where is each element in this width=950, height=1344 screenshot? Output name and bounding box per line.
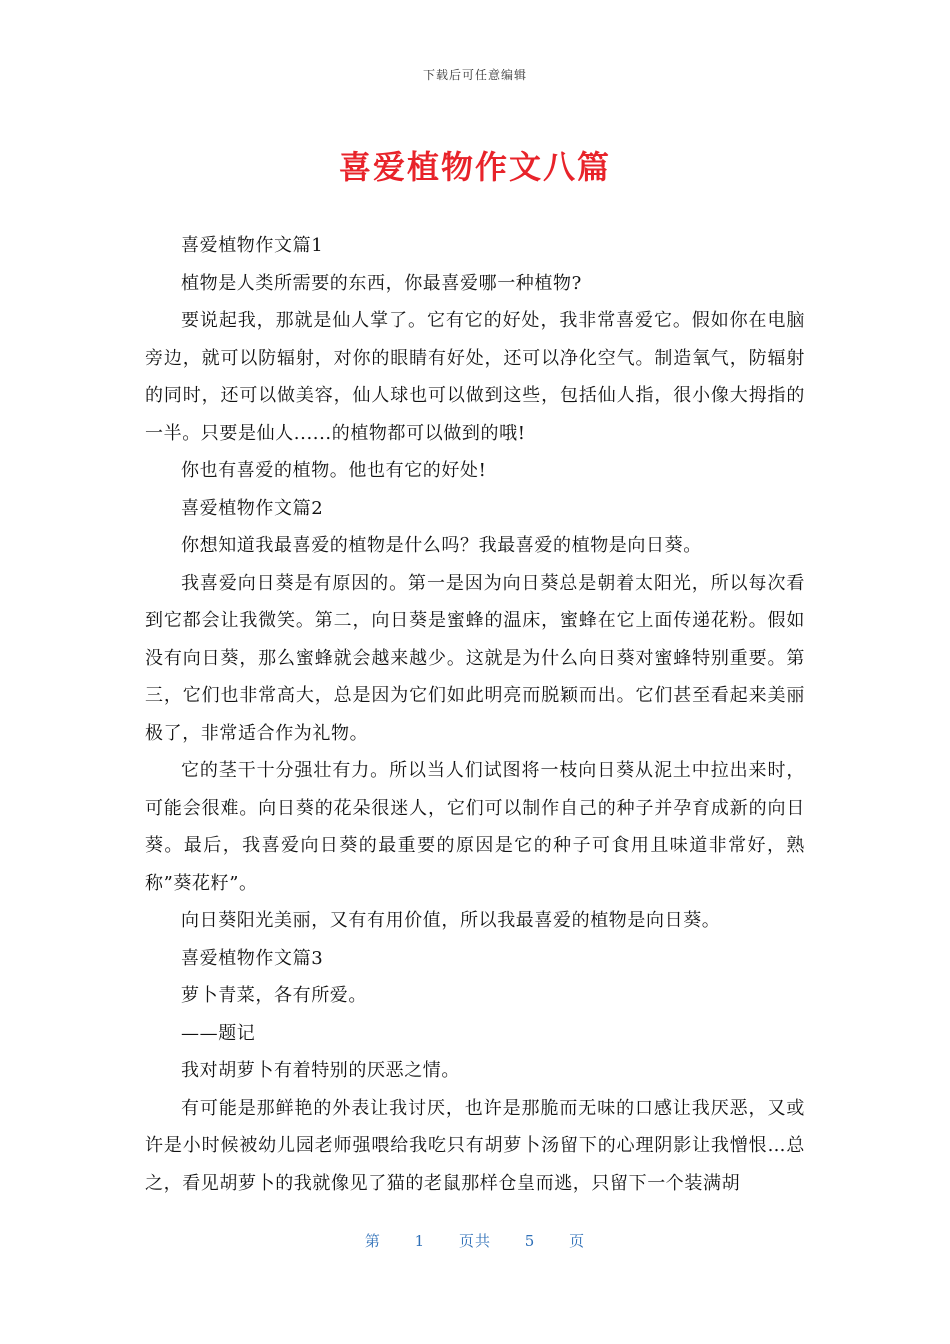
document-title: 喜爱植物作文八篇: [338, 148, 611, 186]
paragraph-5: 喜爱植物作文篇2: [181, 497, 324, 519]
paragraph-4: 你也有喜爱的植物。他也有它的好处!: [181, 460, 487, 481]
footer-di: 第: [364, 1232, 381, 1250]
footer-total-pages: 5: [524, 1232, 536, 1250]
header-note: 下载后可任意编辑: [422, 68, 527, 82]
paragraph-1: 喜爱植物作文篇1: [181, 235, 324, 256]
paragraph-10: 喜爱植物作文篇3: [181, 947, 324, 969]
paragraph-13: 我对胡萝卜有着特别的厌恶之情。: [181, 1060, 460, 1081]
paragraph-7: 我喜爱向日葵是有原因的。第一是因为向日葵总是朝着太阳光，所以每次看到它都会让我微笑。第二，向日葵是蜜蜂的温床，蜜蜂在它上面传递花粉。假如没有向日葵，那么蜜蜂就会越来越少。这就是为什么向日葵对蜜蜂特别重要。第三，它们也非常高大，总是因为它们如此明亮而脱颖而出。它们甚至看起来美丽极了，非常适合作为礼物。: [145, 572, 805, 744]
paragraph-12: ——题记: [181, 1022, 256, 1044]
paragraph-6: 你想知道我最喜爱的植物是什么吗？我最喜爱的植物是向日葵。: [181, 535, 702, 556]
paragraph-3: 要说起我，那就是仙人掌了。它有它的好处，我非常喜爱它。假如你在电脑旁边，就可以防辐射，对你的眼睛有好处，还可以净化空气。制造氧气，防辐射的同时，还可以做美容，仙人球也可以做到这些，包括仙人指，很小像大拇指的一半。只要是仙人......的植物都可以做到的哦!: [145, 310, 805, 444]
footer-page-number: 1: [414, 1232, 426, 1250]
paragraph-8: 它的茎干十分强壮有力。所以当人们试图将一枝向日葵从泥土中拉出来时，可能会很难。向日葵的花朵很迷人，它们可以制作自己的种子并孕育成新的向日葵。最后，我喜爱向日葵的最重要的原因是它的种子可食用且味道非常好，熟称”葵花籽”。: [145, 760, 805, 894]
paragraph-2: 植物是人类所需要的东西，你最喜爱哪一种植物?: [181, 272, 582, 294]
paragraph-11: 萝卜青菜，各有所爱。: [181, 985, 367, 1006]
footer-ye-gong: 页共: [458, 1232, 491, 1250]
document-body: [145, 227, 805, 1202]
page-footer: [0, 1230, 950, 1251]
footer-ye: 页: [569, 1232, 586, 1250]
paragraph-14: 有可能是那鲜艳的外表让我讨厌，也许是那脆而无味的口感让我厌恶，又或许是小时候被幼儿园老师强喂给我吃只有胡萝卜汤留下的心理阴影让我憎恨…总之，看见胡萝卜的我就像见了猫的老鼠那样仓皇而逃，只留下一个装满胡: [145, 1097, 805, 1194]
paragraph-9: 向日葵阳光美丽，又有有用价值，所以我最喜爱的植物是向日葵。: [181, 910, 721, 931]
